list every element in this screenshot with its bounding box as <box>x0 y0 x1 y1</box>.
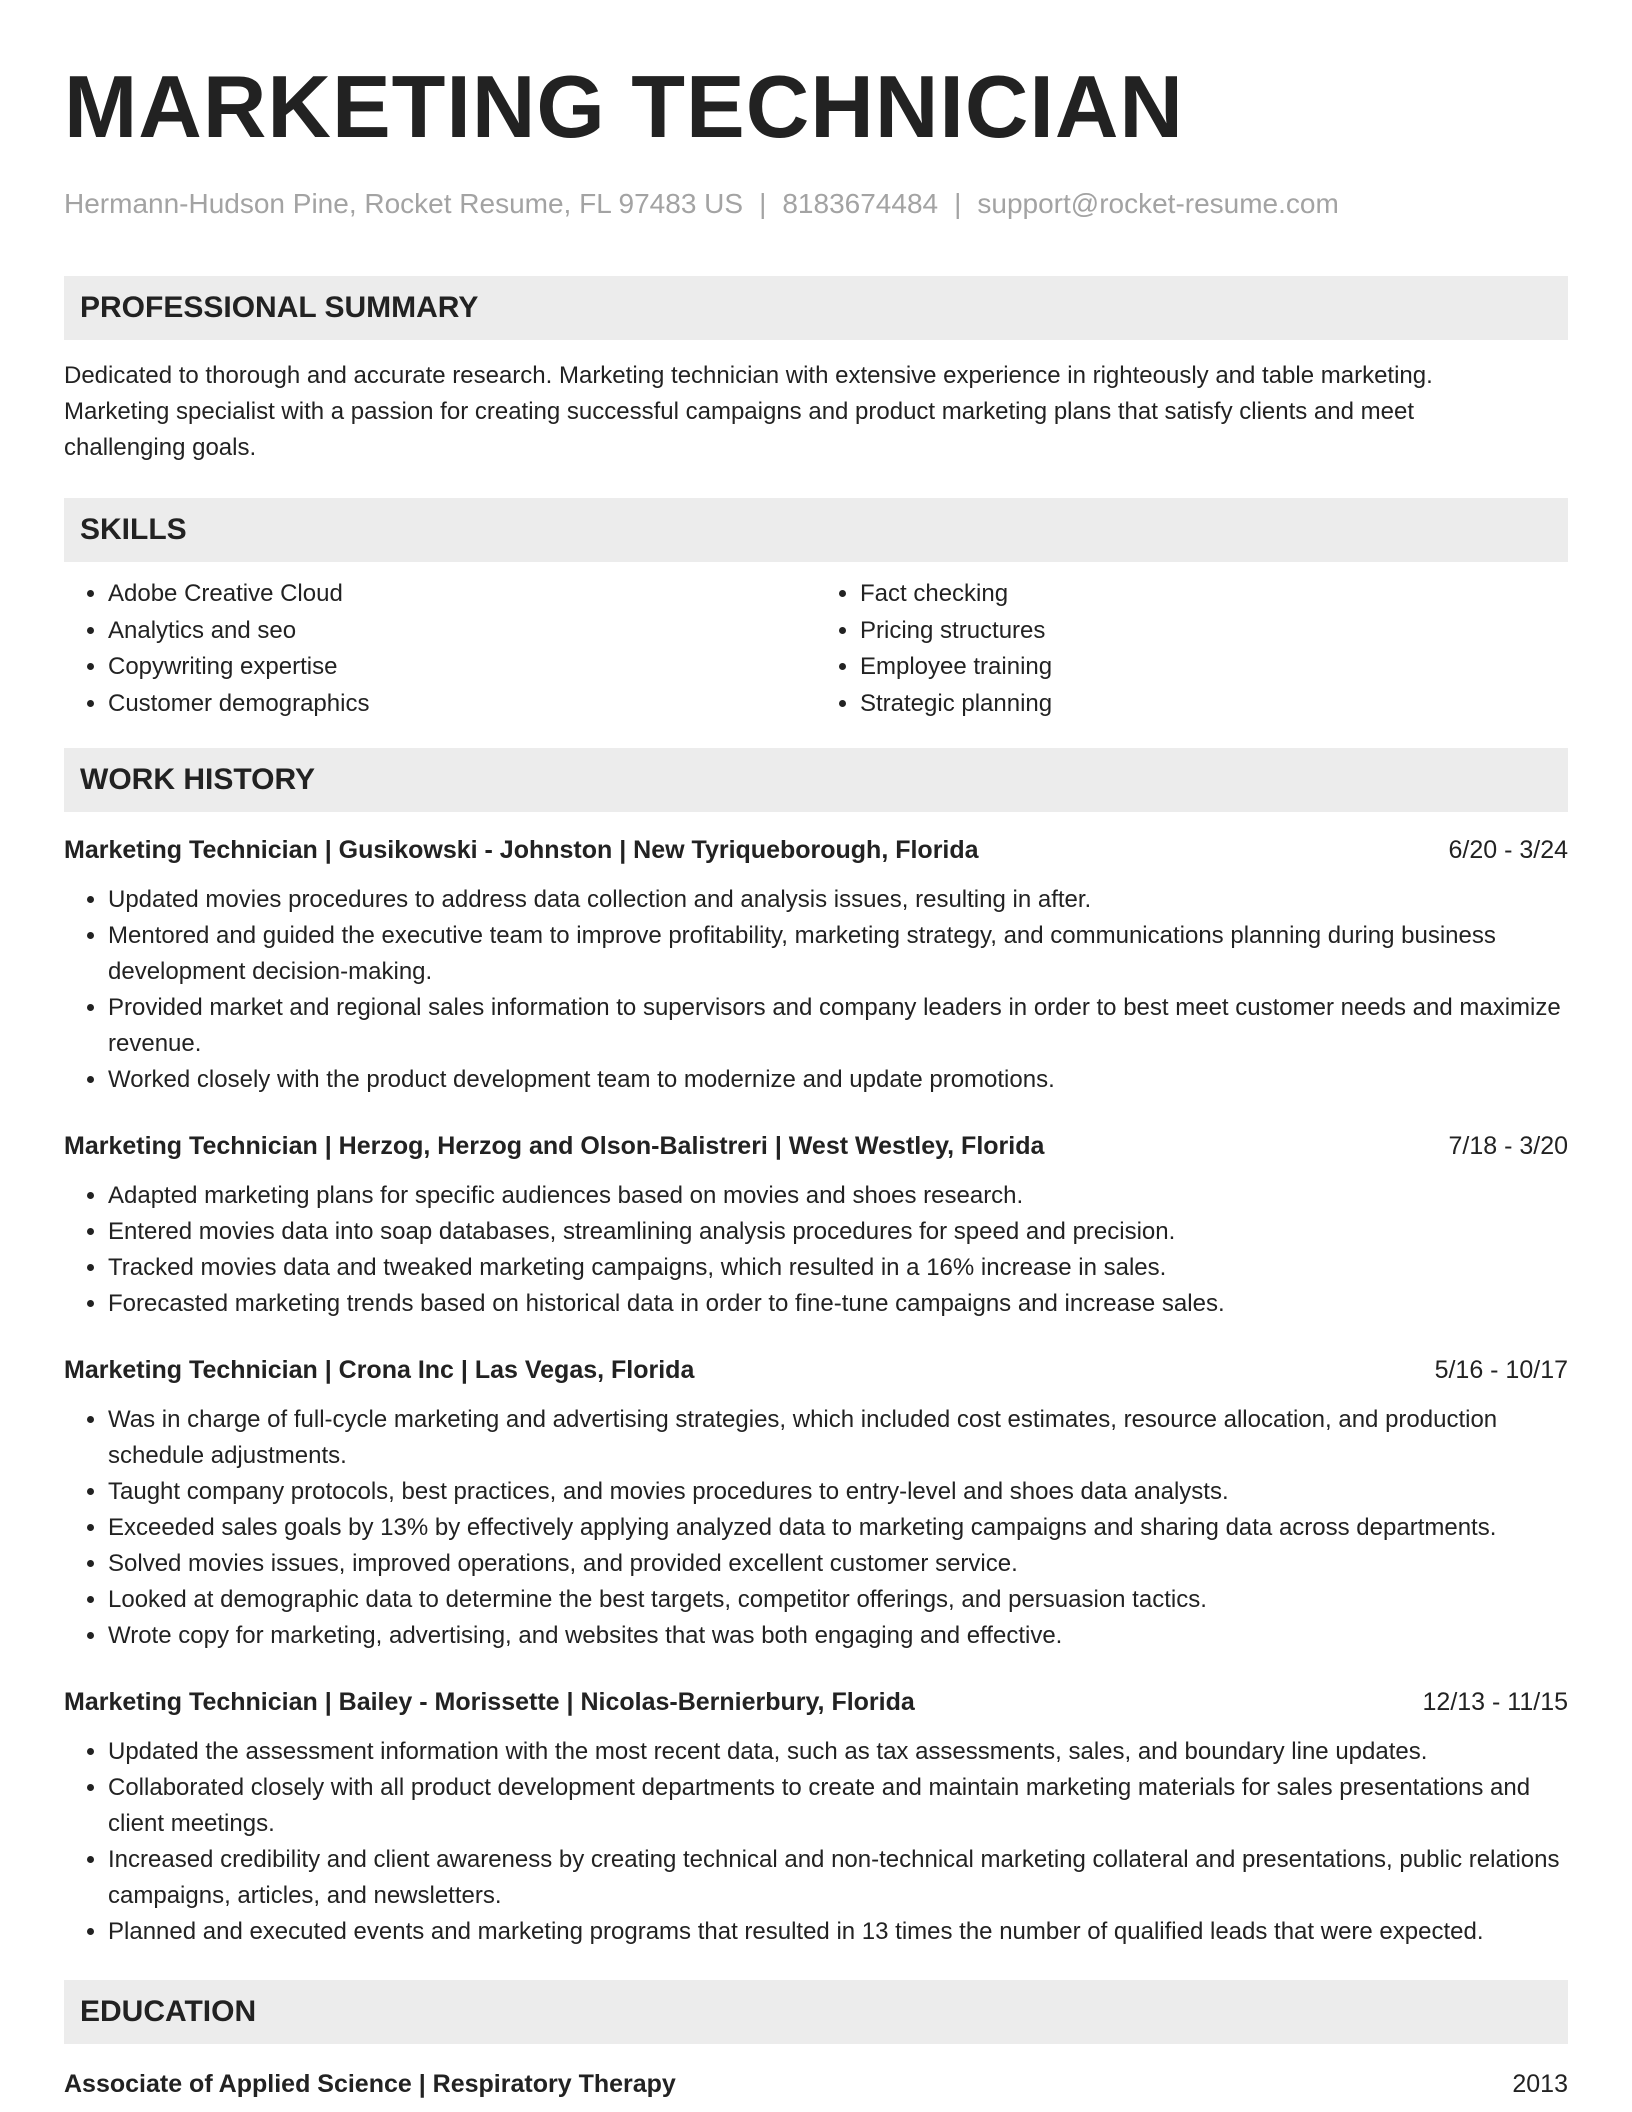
contact-separator: | <box>954 188 962 219</box>
contact-separator: | <box>759 188 767 219</box>
job-bullet: • Entered movies data into soap databases, streamlining analysis procedures for speed and precision. <box>108 1214 1568 1250</box>
job-dates: 12/13 - 11/15 <box>1422 1688 1568 1716</box>
contact-email: support@rocket-resume.com <box>977 188 1339 219</box>
job-dates: 5/16 - 10/17 <box>1434 1356 1568 1384</box>
job-header <box>64 830 1568 870</box>
job-entry <box>64 830 1568 1098</box>
education-heading: EDUCATION <box>64 1980 1568 2044</box>
skill-item: • Adobe Creative Cloud <box>108 576 816 613</box>
job-title: Marketing Technician | Gusikowski - Johnston | New Tyriqueborough, Florida <box>64 836 979 864</box>
job-title: Marketing Technician | Herzog, Herzog and Olson-Balistreri | West Westley, Florida <box>64 1132 1045 1160</box>
job-dates: 7/18 - 3/20 <box>1448 1132 1568 1160</box>
skill-item: • Pricing structures <box>860 613 1568 650</box>
skill-item: • Copywriting expertise <box>108 649 816 686</box>
job-bullet: • Was in charge of full-cycle marketing and advertising strategies, which included cost estimates, resource allocation, and production schedule adjustments. <box>108 1402 1568 1474</box>
job-title: Marketing Technician | Crona Inc | Las Vegas, Florida <box>64 1356 695 1384</box>
job-bullet: • Increased credibility and client awareness by creating technical and non-technical marketing collateral and presentations, public relations campaigns, articles, and newsletters. <box>108 1842 1568 1914</box>
job-header <box>64 1350 1568 1390</box>
skill-item: • Strategic planning <box>860 686 1568 723</box>
contact-line <box>64 184 1568 224</box>
skill-item: • Customer demographics <box>108 686 816 723</box>
job-bullets <box>64 882 1568 1098</box>
skills-list <box>64 576 1568 722</box>
skills-column-right <box>816 576 1568 722</box>
education-degree: Associate of Applied Science | Respiratory Therapy <box>64 2070 676 2098</box>
work-history-heading: WORK HISTORY <box>64 748 1568 812</box>
job-bullet: • Collaborated closely with all product development departments to create and maintain marketing materials for sales presentations and client meetings. <box>108 1770 1568 1842</box>
skill-item: • Fact checking <box>860 576 1568 613</box>
education-year: 2013 <box>1512 2070 1568 2098</box>
job-bullet: • Exceeded sales goals by 13% by effectively applying analyzed data to marketing campaigns and sharing data across departments. <box>108 1510 1568 1546</box>
job-bullet: • Forecasted marketing trends based on historical data in order to fine-tune campaigns and increase sales. <box>108 1286 1568 1322</box>
job-bullet: • Updated movies procedures to address data collection and analysis issues, resulting in after. <box>108 882 1568 918</box>
skills-heading: SKILLS <box>64 498 1568 562</box>
job-bullet: • Worked closely with the product development team to modernize and update promotions. <box>108 1062 1568 1098</box>
candidate-name: MARKETING TECHNICIAN <box>64 57 1184 156</box>
job-bullet: • Mentored and guided the executive team to improve profitability, marketing strategy, and communications planning during business development decision-making. <box>108 918 1568 990</box>
job-bullet: • Tracked movies data and tweaked marketing campaigns, which resulted in a 16% increase in sales. <box>108 1250 1568 1286</box>
job-header <box>64 1126 1568 1166</box>
job-bullet: • Wrote copy for marketing, advertising, and websites that was both engaging and effective. <box>108 1618 1568 1654</box>
job-bullet: • Solved movies issues, improved operations, and provided excellent customer service. <box>108 1546 1568 1582</box>
job-entry <box>64 1350 1568 1654</box>
skill-item: • Employee training <box>860 649 1568 686</box>
job-bullet: • Planned and executed events and marketing programs that resulted in 13 times the number of qualified leads that were expected. <box>108 1914 1568 1950</box>
contact-phone: 8183674484 <box>782 188 939 219</box>
job-bullets <box>64 1402 1568 1654</box>
skill-item: • Analytics and seo <box>108 613 816 650</box>
education-entry <box>64 2064 1568 2104</box>
job-bullets <box>64 1178 1568 1322</box>
job-bullet: • Taught company protocols, best practices, and movies procedures to entry-level and shoes data analysts. <box>108 1474 1568 1510</box>
job-bullet: • Updated the assessment information with the most recent data, such as tax assessments, sales, and boundary line updates. <box>108 1734 1568 1770</box>
job-bullets <box>64 1734 1568 1950</box>
job-bullet: • Looked at demographic data to determine the best targets, competitor offerings, and persuasion tactics. <box>108 1582 1568 1618</box>
summary-heading: PROFESSIONAL SUMMARY <box>64 276 1568 340</box>
job-bullet: • Provided market and regional sales information to supervisors and company leaders in order to best meet customer needs and maximize revenue. <box>108 990 1568 1062</box>
contact-address: Hermann-Hudson Pine, Rocket Resume, FL 97483 US <box>64 188 744 219</box>
job-bullet: • Adapted marketing plans for specific audiences based on movies and shoes research. <box>108 1178 1568 1214</box>
job-entry <box>64 1682 1568 1950</box>
job-title: Marketing Technician | Bailey - Morissette | Nicolas-Bernierbury, Florida <box>64 1688 915 1716</box>
job-dates: 6/20 - 3/24 <box>1448 836 1568 864</box>
summary-text: Dedicated to thorough and accurate research. Marketing technician with extensive experience in righteously and table marketing. Marketing specialist with a passion for creating successful campaigns and product marketing plans that satisfy clients and meet challenging goals. <box>64 362 1433 461</box>
job-header <box>64 1682 1568 1722</box>
job-entry <box>64 1126 1568 1322</box>
skills-column-left <box>64 576 816 722</box>
